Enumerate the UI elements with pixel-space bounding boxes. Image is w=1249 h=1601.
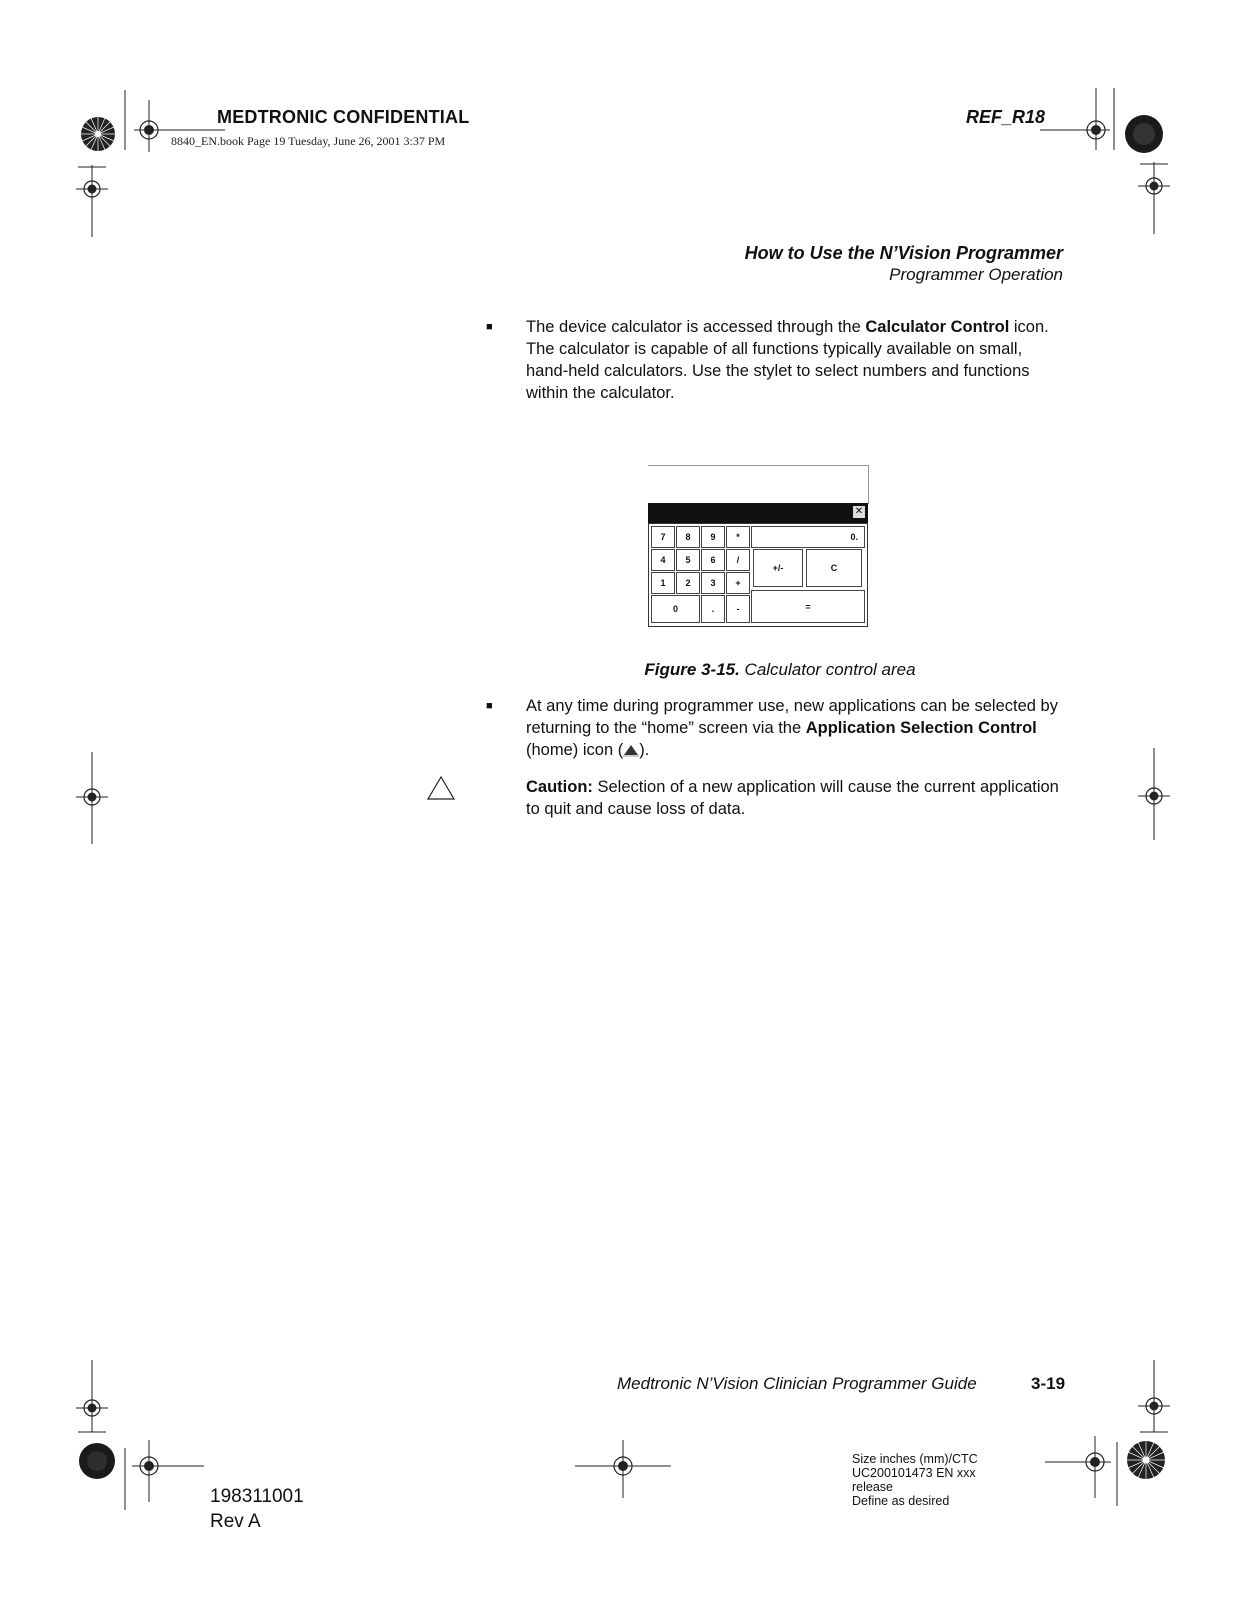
calculator-paragraph-rest: icon. The calculator is capable of all functions typically available on small, hand-held calculators. Use the stylet to select numbers and functions within the calculator. — [526, 318, 1049, 402]
calculator-figure — [648, 465, 868, 625]
equals-key[interactable]: = — [751, 590, 865, 623]
section-title: How to Use the N’Vision Programmer — [744, 243, 1063, 263]
registration-sunburst-top-right — [1124, 114, 1164, 154]
figure-caption — [520, 660, 1040, 680]
calc-key-decimal[interactable]: . — [701, 595, 725, 623]
application-paragraph-home: (home) icon ( — [526, 741, 624, 759]
calc-key-minus[interactable]: - — [726, 595, 750, 623]
calculator-paragraph — [526, 316, 1066, 404]
registration-blot-bottom-left — [78, 1442, 116, 1480]
registration-crosshair-top-left — [120, 90, 230, 160]
home-icon — [623, 743, 639, 757]
document-number: 198311001 — [210, 1486, 304, 1507]
registration-crosshair-left-middle — [74, 752, 110, 847]
calc-key[interactable]: 6 — [701, 549, 725, 571]
caution-triangle-icon — [426, 775, 456, 801]
file-stamp: 8840_EN.book Page 19 Tuesday, June 26, 2001 3:37 PM — [171, 134, 446, 148]
application-selection-paragraph — [526, 695, 1066, 761]
registration-crosshair-top-right — [1040, 88, 1120, 158]
calculator-paragraph-intro: The device calculator is accessed through the — [526, 318, 866, 336]
registration-crosshair-bottom-right — [1045, 1436, 1125, 1508]
page-number: 3-19 — [1031, 1374, 1066, 1393]
calc-key[interactable]: 7 — [651, 526, 675, 548]
figure-caption-text: Calculator control area — [739, 660, 916, 679]
figure-label: Figure 3-15. — [644, 660, 740, 679]
close-icon[interactable]: ✕ — [854, 506, 864, 517]
registration-crosshair-left-lower — [74, 1360, 110, 1435]
registration-crosshair-bottom-center — [575, 1440, 671, 1500]
guide-title: Medtronic N’Vision Clinician Programmer Guide — [617, 1374, 977, 1393]
calc-key[interactable]: * — [726, 526, 750, 548]
calc-key-zero[interactable]: 0 — [651, 595, 700, 623]
calculator-control-term: Calculator Control — [865, 318, 1010, 336]
application-paragraph-intro: At any time during programmer use, new applications can be selected by returning to the “home” screen via the — [526, 697, 1058, 737]
confidential-label: MEDTRONIC CONFIDENTIAL — [217, 107, 470, 127]
caution-paragraph — [526, 776, 1066, 820]
reference-code: REF_R18 — [966, 107, 1046, 127]
bullet-marker: ■ — [486, 700, 493, 712]
registration-crosshair-right-upper — [1136, 162, 1172, 237]
calculator-title-bar — [648, 503, 868, 523]
registration-crosshair-left-upper — [74, 165, 110, 240]
calc-key[interactable]: 8 — [676, 526, 700, 548]
revision-label: Rev A — [210, 1511, 261, 1532]
calculator-top-frame — [648, 465, 869, 504]
registration-crosshair-right-lower — [1136, 1360, 1172, 1435]
caution-text: Selection of a new application will cause the current application to quit and cause loss of data. — [526, 778, 1059, 818]
bullet-marker: ■ — [486, 321, 493, 333]
section-subtitle: Programmer Operation — [889, 265, 1063, 284]
registration-crosshair-right-middle — [1136, 748, 1172, 843]
sign-toggle-key[interactable]: +/- — [753, 549, 803, 587]
calc-key[interactable]: 2 — [676, 572, 700, 594]
registration-sunburst-bottom-right — [1126, 1440, 1166, 1480]
caution-label: Caution: — [526, 778, 593, 796]
calc-key[interactable]: 4 — [651, 549, 675, 571]
application-paragraph-close: ). — [639, 741, 650, 759]
calculator-display: 0. — [751, 526, 865, 548]
clear-key[interactable]: C — [806, 549, 862, 587]
calc-key[interactable]: + — [726, 572, 750, 594]
meta-size: Size inches (mm)/CTC — [852, 1452, 978, 1466]
calc-key[interactable]: 1 — [651, 572, 675, 594]
registration-sunburst-top-left — [80, 116, 116, 152]
meta-release: release — [852, 1480, 893, 1494]
calc-key[interactable]: 3 — [701, 572, 725, 594]
calculator-keypad — [648, 523, 868, 627]
meta-define: Define as desired — [852, 1494, 950, 1508]
calc-key[interactable]: / — [726, 549, 750, 571]
registration-crosshair-bottom-left — [120, 1440, 205, 1512]
meta-code: UC200101473 EN xxx — [852, 1466, 976, 1480]
calc-key[interactable]: 9 — [701, 526, 725, 548]
calc-key[interactable]: 5 — [676, 549, 700, 571]
application-selection-control-term: Application Selection Control — [805, 719, 1037, 737]
